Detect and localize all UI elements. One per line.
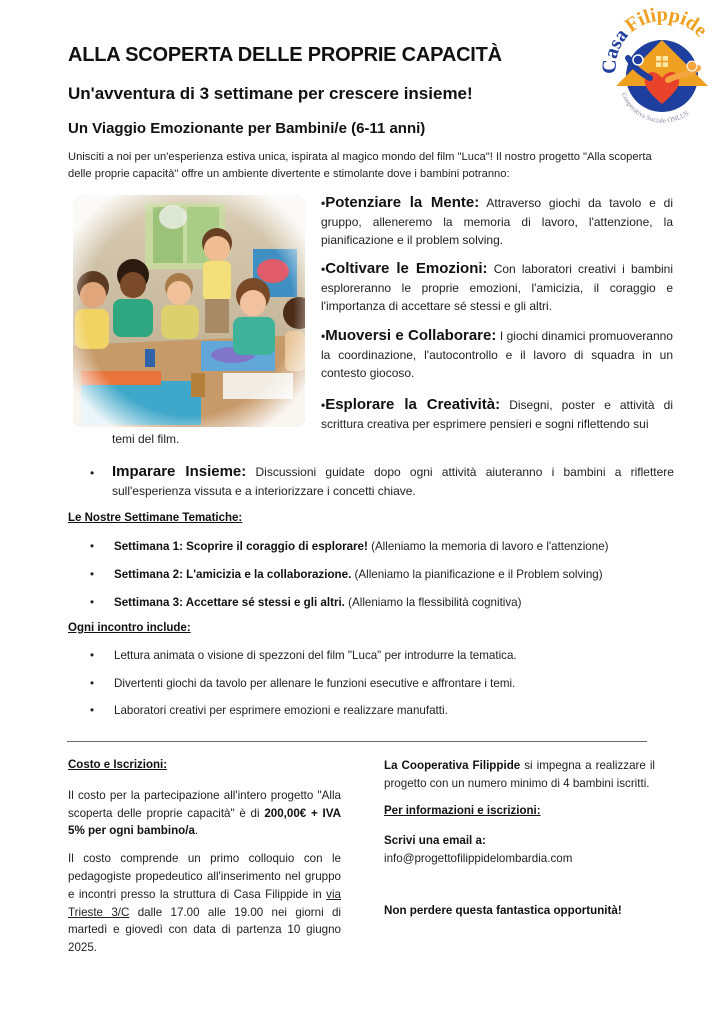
feature-title: Potenziare la Mente: xyxy=(325,194,480,211)
week-item xyxy=(90,540,609,553)
logo-name: CasaFilippide xyxy=(598,4,712,75)
bullet: • xyxy=(90,466,95,480)
bullet: • xyxy=(90,596,95,609)
costs-heading: Costo e Iscrizioni: xyxy=(68,759,168,771)
section-divider xyxy=(67,741,647,742)
costs-column xyxy=(68,757,341,957)
feature-title: Imparare Insieme: xyxy=(112,463,247,480)
page-subtitle: Un'avventura di 3 settimane per crescere insieme! xyxy=(68,84,473,103)
feature-potenziare-mente xyxy=(321,194,673,250)
bullet: • xyxy=(321,196,326,210)
bullet: • xyxy=(90,649,95,662)
contact-column xyxy=(384,757,655,920)
casa-filippide-logo xyxy=(598,4,724,126)
include-text: Laboratori creativi per esprimere emozioni e realizzare manufatti. xyxy=(114,704,448,717)
week-title: Settimana 3: Accettare sé stessi e gli altri. xyxy=(114,596,345,609)
bullet: • xyxy=(90,677,95,690)
bullet: • xyxy=(90,704,95,717)
bullet: • xyxy=(321,329,326,343)
feature-title: Coltivare le Emozioni: xyxy=(325,260,488,277)
costs-paragraph: Il costo per la partecipazione all'intero progetto "Alla scoperta delle proprie capacità" è di 200,00€ + IVA 5% per ogni bambino/a. xyxy=(68,788,341,838)
week-title: Settimana 1: Scoprire il coraggio di esplorare! xyxy=(114,540,368,553)
bullet: • xyxy=(90,540,95,553)
feature-muoversi-collaborare xyxy=(321,327,673,383)
includes-heading: Ogni incontro include: xyxy=(68,622,191,634)
email-link[interactable]: info@progettofilippidelombardia.com xyxy=(384,852,573,866)
feature-imparare-insieme xyxy=(90,462,674,501)
feature-title: Muoversi e Collaborare: xyxy=(325,327,497,344)
week-title: Settimana 2: L'amicizia e la collaborazione. xyxy=(114,568,352,581)
logo-tagline: Cooperativa Sociale ONLUS xyxy=(619,91,691,125)
include-item xyxy=(90,649,517,662)
feature-text: I giochi dinamici promuoveranno la coordinazione, l'autocontrollo e il lavoro di squadra in un contesto giocoso. xyxy=(321,329,673,380)
feature-text: Con laboratori creativi i bambini esploreranno le proprie emozioni, l'amicizia, il coraggio e l'importanza di accettare sé stessi e gli altri. xyxy=(321,262,674,313)
weeks-heading: Le Nostre Settimane Tematiche: xyxy=(68,512,243,524)
children-painting-illustration xyxy=(73,195,305,427)
include-item xyxy=(90,704,448,717)
week-detail: (Alleniamo la flessibilità cognitiva) xyxy=(344,596,522,609)
week-detail: (Alleniamo la memoria di lavoro e l'attenzione) xyxy=(367,540,609,553)
feature-text: Disegni, poster e attività di scrittura creativa per esprimere pensieri e sogni riflettendo sui xyxy=(321,398,673,431)
bullet: • xyxy=(321,262,326,276)
cooperative-commitment: La Cooperativa Filippide si impegna a realizzare il progetto con un numero minimo di 4 bambini iscritti. xyxy=(384,759,656,790)
closing-message: Non perdere questa fantastica opportunità! xyxy=(384,903,622,917)
info-heading: Per informazioni e iscrizioni: xyxy=(384,804,541,817)
feature-esplorare-creativita xyxy=(321,396,673,433)
week-detail: (Alleniamo la pianificazione e il Problem solving) xyxy=(351,568,603,581)
address-link[interactable]: via Trieste 3/C xyxy=(68,887,341,919)
bullet: • xyxy=(321,398,326,412)
include-text: Lettura animata o visione di spezzoni del film "Luca" per introdurre la tematica. xyxy=(114,649,517,662)
feature-title: Esplorare la Creatività: xyxy=(325,396,501,413)
intro-paragraph: Unisciti a noi per un'esperienza estiva unica, ispirata al magico mondo del film "Luca"! Il nostro progetto "Alla scoperta delle proprie capacità" offre un ambiente divertente e stimolante dove i bambini potranno: xyxy=(68,151,652,180)
bullet: • xyxy=(90,568,95,581)
feature-text: Discussioni guidate dopo ogni attività aiuteranno i bambini a riflettere sull'esperienza vissuta e a interiorizzare i concetti chiave. xyxy=(112,465,674,498)
week-item xyxy=(90,568,603,581)
feature-wrap-text: temi del film. xyxy=(112,432,180,446)
price: 200,00€ + IVA 5% per ogni bambino/a xyxy=(68,806,341,838)
feature-coltivare-emozioni xyxy=(321,260,673,316)
feature-text: Attraverso giochi da tavolo e di gruppo, alleneremo la memoria di lavoro, l'attenzione, la pianificazione e il problem solving. xyxy=(321,196,673,247)
email-label: Scrivi una email a: xyxy=(384,834,486,848)
week-item xyxy=(90,596,521,609)
include-text: Divertenti giochi da tavolo per allenare le funzioni esecutive e affrontare i temi. xyxy=(114,677,516,690)
costs-details-paragraph: Il costo comprende un primo colloquio con le pedagogiste propedeutico all'inserimento nel gruppo e incontri presso la struttura di Casa Filippide in via Trieste 3/C dalle 17.00 alle 19.00 nei giorni di martedì e giovedì con data di partenza 10 giugno 2025. xyxy=(68,852,342,955)
include-item xyxy=(90,677,515,690)
page-title: ALLA SCOPERTA DELLE PROPRIE CAPACITÀ xyxy=(68,44,502,66)
page-subtitle-age: Un Viaggio Emozionante per Bambini/e (6-11 anni) xyxy=(68,120,426,137)
